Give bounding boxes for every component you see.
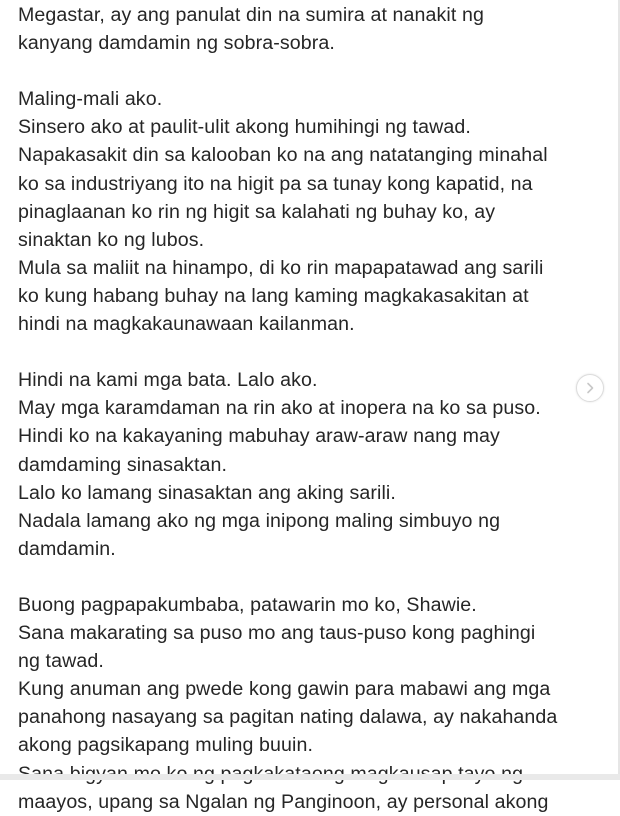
caption-line: ko kung habang buhay na lang kaming magkakasakitan at: [18, 284, 529, 307]
caption-line: May mga karamdaman na rin ako at inopera na ko sa puso.: [18, 397, 541, 420]
caption-line: damdaming sinasaktan.: [18, 453, 228, 476]
caption-line: ng tawad.: [18, 650, 104, 673]
next-slide-button[interactable]: [576, 374, 604, 402]
caption-text: [18, 1, 593, 816]
caption-line: hindi na magkakaunawaan kailanman.: [18, 313, 355, 336]
caption-line: Megastar, ay ang panulat din na sumira at nanakit ng: [18, 4, 484, 26]
caption-line: damdamin.: [18, 537, 116, 560]
caption-line: Mula sa maliit na hinampo, di ko rin mapapatawad ang sarili: [18, 256, 544, 279]
caption-line: Hindi ko na kakayaning mabuhay araw-araw nang may: [18, 425, 500, 448]
caption-line: kanyang damdamin ng sobra-sobra.: [18, 32, 335, 55]
paragraph-gap: [18, 563, 593, 591]
caption-line: sinaktan ko ng lubos.: [18, 228, 205, 251]
caption-line: Napakasakit din sa kalooban ko na ang natatanging minahal: [18, 144, 548, 167]
caption-line: ko sa industriyang ito na higit pa sa tunay kong kapatid, na: [18, 172, 533, 195]
caption-line: Nadala lamang ako ng mga inipong maling simbuyo ng: [18, 509, 501, 532]
caption-line: akong pagsikapang muling buuin.: [18, 734, 314, 757]
caption-line: Buong pagpapakumbaba, patawarin mo ko, Shawie.: [18, 593, 477, 616]
caption-line: pinaglaanan ko rin ng higit sa kalahati ng buhay ko, ay: [18, 200, 496, 223]
paragraph-gap: [18, 338, 593, 366]
caption-line: Maling-mali ako.: [18, 88, 163, 111]
caption-line: Kung anuman ang pwede kong gawin para mabawi ang mga: [18, 678, 551, 701]
paragraph-gap: [18, 57, 593, 85]
caption-line: maayos, upang sa Ngalan ng Panginoon, ay personal akong: [18, 790, 549, 813]
caption-line: Sana makarating sa puso mo ang taus-puso kong paghingi: [18, 622, 536, 645]
caption-line: Lalo ko lamang sinasaktan ang aking sarili.: [18, 481, 396, 504]
caption-line: panahong nasayang sa pagitan nating dalawa, ay nakahanda: [18, 706, 558, 729]
caption-line: Sinsero ako at paulit-ulit akong humihingi ng tawad.: [18, 116, 471, 139]
chevron-right-icon: [584, 382, 596, 394]
caption-line: Hindi na kami mga bata. Lalo ako.: [18, 369, 318, 392]
frame-border-bottom: [0, 774, 620, 780]
